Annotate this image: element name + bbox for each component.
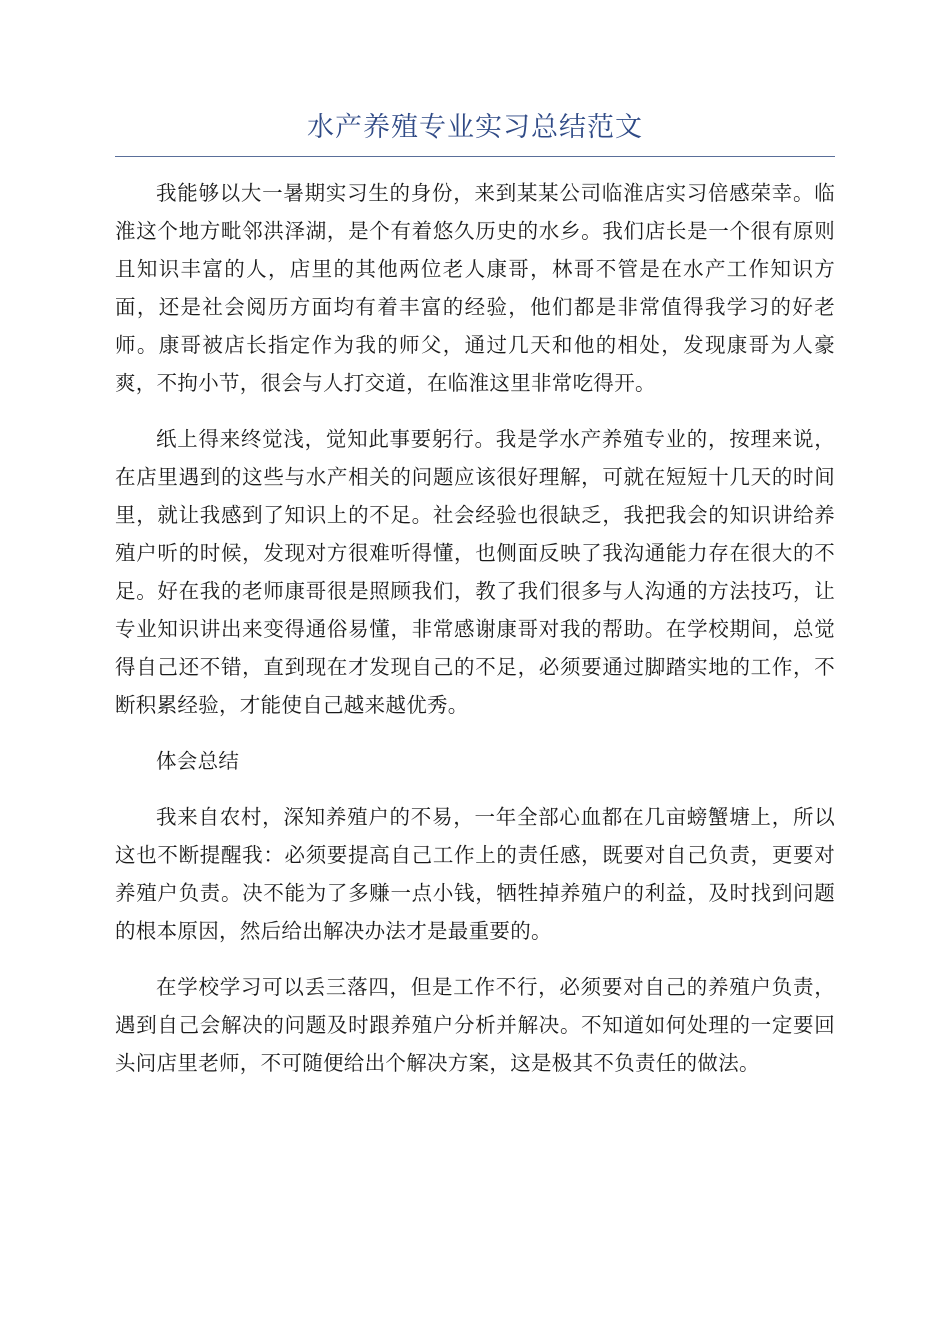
paragraph-intro: 我能够以大一暑期实习生的身份，来到某某公司临淮店实习倍感荣幸。临淮这个地方毗邻洪泽湖，是个有着悠久历史的水乡。我们店长是一个很有原则且知识丰富的人，店里的其他两位老人康哥，林哥不管是在水产工作知识方面，还是社会阅历方面均有着丰富的经验，他们都是非常值得我学习的好老师。康哥被店长指定作为我的师父，通过几天和他的相处，发现康哥为人豪爽，不拘小节，很会与人打交道，在临淮这里非常吃得开。 — [115, 181, 835, 395]
title-block — [115, 108, 835, 157]
paragraph-responsibility: 我来自农村，深知养殖户的不易，一年全部心血都在几亩螃蟹塘上，所以这也不断提醒我：必须要提高自己工作上的责任感，既要对自己负责，更要对养殖户负责。决不能为了多赚一点小钱，牺牲掉养殖户的利益，及时找到问题的根本原因，然后给出解决办法才是最重要的。 — [115, 805, 835, 943]
document-body — [115, 174, 835, 1100]
section-heading: 体会总结 — [156, 749, 240, 773]
paragraph-conclusion: 在学校学习可以丢三落四，但是工作不行，必须要对自己的养殖户负责，遇到自己会解决的问题及时跟养殖户分析并解决。不知道如何处理的一定要回头问店里老师，不可随便给出个解决方案，这是极其不负责任的做法。 — [115, 975, 835, 1075]
document-title: 水产养殖专业实习总结范文 — [307, 112, 643, 143]
paragraph-learning: 纸上得来终觉浅，觉知此事要躬行。我是学水产养殖专业的，按理来说，在店里遇到的这些与水产相关的问题应该很好理解，可就在短短十几天的时间里，就让我感到了知识上的不足。社会经验也很缺乏，我把我会的知识讲给养殖户听的时候，发现对方很难听得懂，也侧面反映了我沟通能力存在很大的不足。好在我的老师康哥很是照顾我们，教了我们很多与人沟通的方法技巧，让专业知识讲出来变得通俗易懂，非常感谢康哥对我的帮助。在学校期间，总觉得自己还不错，直到现在才发现自己的不足，必须要通过脚踏实地的工作，不断积累经验，才能使自己越来越优秀。 — [115, 427, 835, 717]
